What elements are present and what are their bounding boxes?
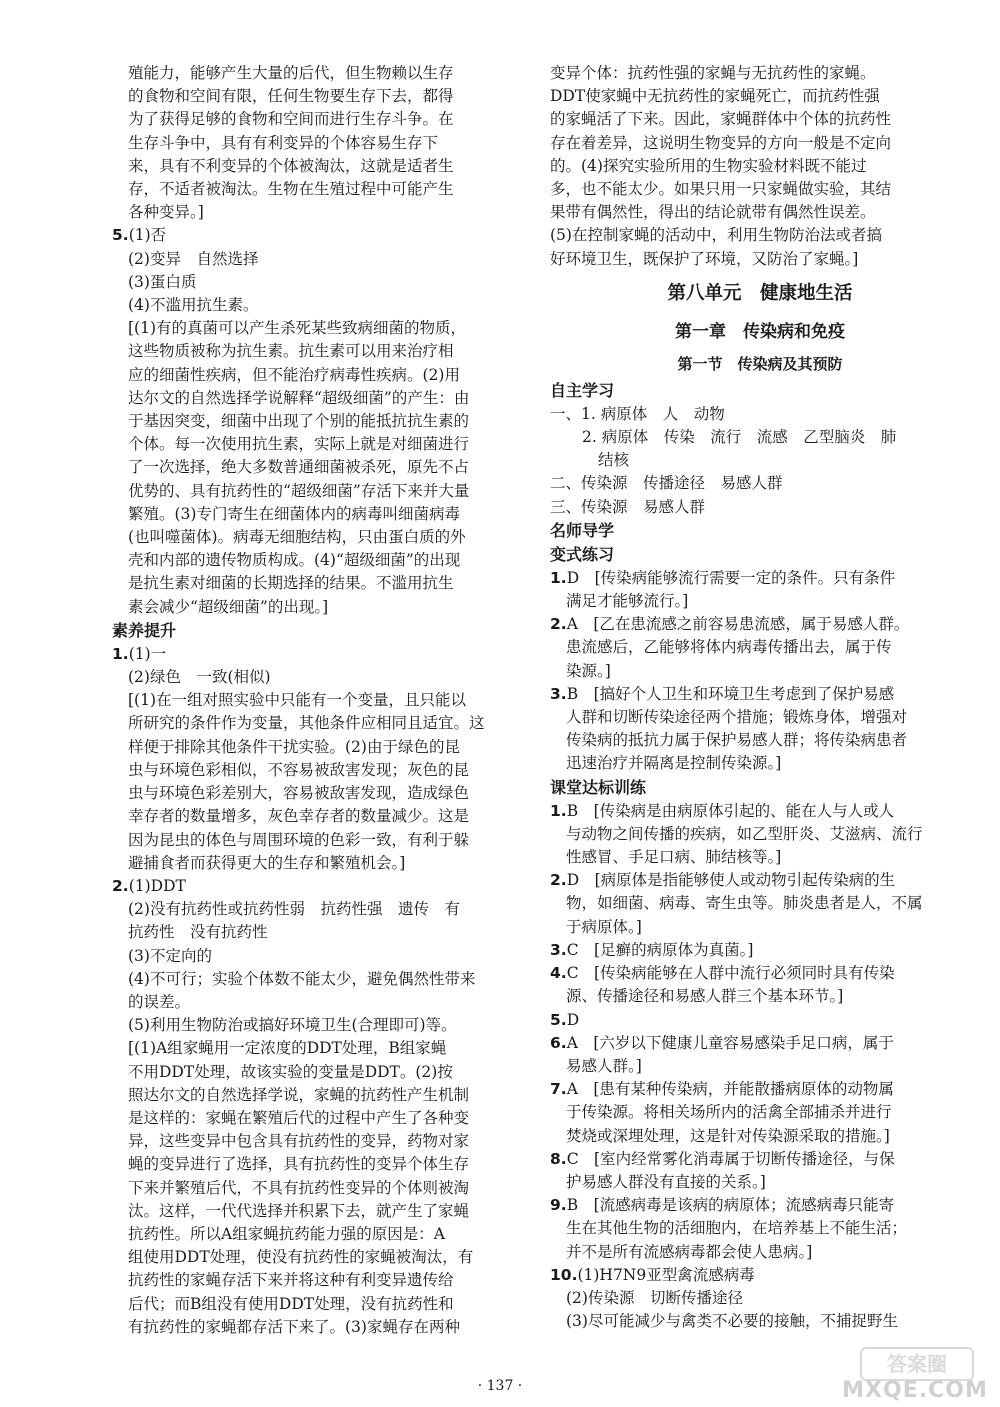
explanation — [112, 1037, 524, 1339]
answer-line — [550, 613, 970, 636]
answer-line: (3)不定向的 — [128, 946, 212, 965]
answer-line — [550, 869, 970, 892]
question-number: 3. — [550, 940, 567, 959]
text-line: 存，不适者被淘汰。生物在生殖过程中可能产生 — [128, 180, 454, 199]
explanation — [112, 317, 524, 619]
answer-line — [550, 567, 970, 590]
text-line: 汰。这样，一代代选择并积累下去，就产生了家蝇 — [128, 1201, 470, 1220]
exercise-item — [550, 800, 970, 870]
exercise-item — [550, 1194, 970, 1264]
answer-line: 结核 — [598, 451, 630, 470]
answer-line: (2)传染源 切断传播途径 — [566, 1288, 743, 1307]
text-line: 的食物和空间有限，任何生物要生存下去，都得 — [128, 87, 454, 106]
answer-line — [550, 1009, 970, 1032]
classroom-exercises — [550, 800, 970, 1264]
answer-text: B [流感病毒是该病的病原体；流感病毒只能寄 — [566, 1196, 895, 1215]
question-2 — [112, 875, 524, 1339]
answer-line: (5)利用生物防治或搞好环境卫生(合理即可)等。 — [128, 1016, 457, 1035]
text-line: [(1)有的真菌可以产生杀死某些致病细菌的物质， — [128, 319, 467, 338]
variant-exercises — [550, 567, 970, 776]
text-line: 殖能力，能够产生大量的后代，但生物赖以生存 — [128, 64, 454, 82]
text-line: 蝇的变异进行了选择，具有抗药性的变异个体生存 — [128, 1155, 470, 1174]
text-line: 样便于排除其他条件干扰实验。(2)由于绿色的昆 — [128, 737, 460, 756]
answer-line: (1)DDT — [128, 876, 186, 895]
question-number: 1. — [550, 801, 567, 820]
answer-line: 二、传染源 传播途径 易感人群 — [550, 474, 783, 493]
exercise-item — [550, 683, 970, 776]
question-number: 5. — [550, 1010, 567, 1029]
question-number: 2. — [550, 871, 567, 890]
answer-line — [550, 800, 970, 823]
answer-line — [550, 1032, 970, 1055]
text-line: 所研究的条件作为变量，其他条件应相同且适宜。这 — [128, 714, 485, 733]
answer-text: D [病原体是指能够使人或动物引起传染病的生 — [566, 871, 896, 890]
answer-line: 患流感后，乙能够将体内病毒传播出去，属于传 — [566, 638, 892, 657]
text-line: 照达尔文的自然选择学说，家蝇的抗药性产生机制 — [128, 1085, 470, 1104]
answer-text: B [搞好个人卫生和环境卫生考虑到了保护易感 — [566, 684, 895, 703]
exercise-item — [550, 962, 970, 1008]
question-number: 4. — [550, 964, 567, 983]
answer-line: (2)绿色 一致(相似) — [128, 668, 271, 687]
answer-line — [550, 1078, 970, 1101]
right-column — [550, 62, 970, 1333]
answer-line: 的误差。 — [128, 992, 191, 1011]
chapter-title: 第一章 传染病和免疫 — [675, 321, 845, 342]
answer-line: 易感人群。] — [566, 1056, 642, 1075]
answer-line — [550, 939, 970, 962]
text-line: 的家蝇活了下来。因此，家蝇群体中个体的抗药性 — [550, 110, 892, 129]
text-line: 好环境卫生，既保护了环境，又防治了家蝇。] — [550, 249, 859, 268]
text-line: 个体。每一次使用抗生素，实际上就是对细菌进行 — [128, 435, 470, 454]
text-line: 抗药性的家蝇存活下来并将这种有利变异遗传给 — [128, 1271, 454, 1290]
text-line: 虫与环境色彩差别大，容易被敌害发现，造成绿色 — [128, 784, 470, 803]
exercise-item — [550, 869, 970, 939]
unit-title: 第八单元 健康地生活 — [667, 282, 853, 304]
text-line: 存在着差异，这说明生物变异的方向一般是不定向 — [550, 133, 892, 152]
answer-line: 满足才能够流行。] — [566, 592, 689, 611]
watermark-site: MXQE.COM — [842, 1378, 988, 1403]
exercise-item — [550, 567, 970, 613]
answer-line — [550, 1194, 970, 1217]
text-line: 为了获得足够的食物和空间而进行生存斗争。在 — [128, 110, 454, 129]
left-column — [112, 62, 524, 1339]
text-line: (也叫噬菌体)。病毒无细胞结构，只由蛋白质的外 — [128, 528, 466, 547]
question-number: 1. — [112, 644, 129, 663]
answer-line: (1)H7N9亚型禽流感病毒 — [577, 1265, 755, 1284]
answer-line: (3)尽可能减少与禽类不必要的接触，不捕捉野生 — [566, 1312, 898, 1331]
text-line: 壳和内部的遗传物质构成。(4)“超级细菌”的出现 — [128, 551, 461, 570]
question-number: 1. — [550, 568, 567, 587]
answer-line: 于传染源。将相关场所内的活禽全部捕杀并进行 — [566, 1103, 892, 1122]
text-line: DDT使家蝇中无抗药性的家蝇死亡，而抗药性强 — [550, 87, 880, 106]
section-heading: 课堂达标训练 — [550, 777, 647, 797]
text-line: 抗药性。所以A组家蝇抗药能力强的原因是：A — [128, 1224, 445, 1243]
answer-line — [550, 683, 970, 706]
text-line: 了一次选择，绝大多数普通细菌被杀死，原先不占 — [128, 458, 470, 477]
answer-line: 迅速治疗并隔离是控制传染源。] — [566, 754, 782, 773]
answer-line: 源、传播途径和易感人群三个基本环节。] — [566, 987, 844, 1006]
exercise-item — [550, 1009, 970, 1032]
right-top-paragraph — [550, 62, 970, 271]
text-line: 下来并繁殖后代，不具有抗药性变异的个体则被淘 — [128, 1178, 470, 1197]
exercise-item — [550, 1032, 970, 1078]
subsection-heading: 变式练习 — [550, 544, 615, 564]
exercise-item — [550, 613, 970, 683]
text-line: 避捕食者而获得更大的生存和繁殖机会。] — [128, 853, 406, 872]
text-line: [(1)A组家蝇用一定浓度的DDT处理，B组家蝇 — [128, 1039, 447, 1058]
text-line: 来，具有不利变异的个体被淘汰，这就是适者生 — [128, 156, 454, 175]
text-line: 幸存者的数量增多，灰色幸存者的数量减少。这是 — [128, 807, 470, 826]
text-line: 的。(4)探究实验所用的生物实验材料既不能过 — [550, 156, 867, 175]
text-line: [(1)在一组对照实验中只能有一个变量，且只能以 — [128, 691, 467, 710]
text-line: (5)在控制家蝇的活动中，利用生物防治法或者搞 — [550, 226, 882, 245]
answer-line: (1)一 — [128, 644, 167, 663]
text-line: 各种变异。] — [128, 203, 204, 222]
question-number: 10. — [550, 1265, 578, 1284]
answer-line: 一、1. 病原体 人 动物 — [550, 404, 725, 423]
answer-text: B [传染病是由病原体引起的、能在人与人或人 — [566, 801, 895, 820]
text-line: 不用DDT处理，故该实验的变量是DDT。(2)按 — [128, 1062, 453, 1081]
text-line: 果带有偶然性，得出的结论就带有偶然性误差。 — [550, 203, 876, 222]
answer-text: A [患有某种传染病，并能散播病原体的动物属 — [566, 1080, 894, 1099]
exercise-item — [550, 1078, 970, 1148]
question-number: 9. — [550, 1196, 567, 1215]
question-number: 6. — [550, 1033, 567, 1052]
exercise-item — [550, 1148, 970, 1194]
text-line: 于基因突变，细菌中出现了个别的能抵抗抗生素的 — [128, 412, 470, 431]
text-line: 这些物质被称为抗生素。抗生素可以用来治疗相 — [128, 342, 454, 361]
answer-line: 并不是所有流感病毒都会使人患病。] — [566, 1242, 813, 1261]
text-line: 优势的、具有抗药性的“超级细菌”存活下来并大量 — [128, 481, 470, 500]
answer-line — [550, 962, 970, 985]
answer-line: 与动物之间传播的疾病，如乙型肝炎、艾滋病、流行 — [566, 824, 923, 843]
text-line: 是抗生素对细菌的长期选择的结果。不滥用抗生 — [128, 574, 454, 593]
answer-line — [550, 1148, 970, 1171]
exercise-item — [550, 939, 970, 962]
answer-line: (1)否 — [128, 226, 167, 245]
answer-line: (4)不滥用抗生素。 — [128, 296, 259, 315]
watermark-logo: 答案圈 — [860, 1347, 974, 1381]
answer-line: (2)变异 自然选择 — [128, 249, 259, 268]
answer-line: (4)不可行；实验个体数不能太少，避免偶然性带来 — [128, 969, 476, 988]
answer-text: C [室内经常雾化消毒属于切断传播途径，与保 — [566, 1149, 895, 1168]
question-5 — [112, 224, 524, 618]
text-line: 达尔文的自然选择学说解释“超级细菌”的产生：由 — [128, 388, 470, 407]
question-10 — [550, 1264, 970, 1334]
page-number: · 137 · — [477, 1378, 523, 1394]
answer-text: C [足癣的病原体为真菌。] — [566, 940, 754, 959]
section-title: 第一节 传染病及其预防 — [677, 354, 843, 373]
section-heading: 素养提升 — [112, 620, 177, 640]
text-line: 是这样的：家蝇在繁殖后代的过程中产生了各种变 — [128, 1108, 470, 1127]
question-number: 3. — [550, 684, 567, 703]
answer-line: 染源。] — [566, 661, 611, 680]
text-line: 多，也不能太少。如果只用一只家蝇做实验，其结 — [550, 180, 892, 199]
text-line: 繁殖。(3)专门寄生在细菌体内的病毒叫细菌病毒 — [128, 504, 460, 523]
left-top-paragraph — [112, 62, 524, 224]
section-heading: 自主学习 — [550, 380, 615, 400]
text-line: 虫与环境色彩相似，不容易被敌害发现；灰色的昆 — [128, 760, 470, 779]
answer-text: C [传染病能够在人群中流行必须同时具有传染 — [566, 964, 895, 983]
answer-line: (3)蛋白质 — [128, 272, 197, 291]
answer-text: A [六岁以下健康儿童容易感染手足口病，属于 — [566, 1033, 894, 1052]
self-study-answers — [550, 403, 970, 519]
text-line: 素会减少“超级细菌”的出现。] — [128, 597, 329, 616]
question-number: 5. — [112, 226, 129, 245]
explanation — [112, 689, 524, 875]
question-1 — [112, 643, 524, 875]
answer-line: 焚烧或深埋处理，这是针对传染源采取的措施。] — [566, 1126, 890, 1145]
answer-line: 护易感人群没有直接的关系。] — [566, 1172, 766, 1191]
text-line: 变异个体：抗药性强的家蝇与无抗药性的家蝇。 — [550, 64, 876, 82]
answer-text: A [乙在患流感之前容易患流感，属于易感人群。 — [566, 615, 910, 634]
answer-line: 2. 病原体 传染 流行 流感 乙型脑炎 肺 — [582, 428, 897, 447]
answer-line: 三、传染源 易感人群 — [550, 497, 706, 516]
answer-line: 生在其他生物的活细胞内，在培养基上不能生活； — [566, 1219, 908, 1238]
text-line: 异，这些变异中包含具有抗药性的变异，药物对家 — [128, 1132, 470, 1151]
text-line: 有抗药性的家蝇都存活下来了。(3)家蝇存在两种 — [128, 1317, 460, 1336]
text-line: 组使用DDT处理，使没有抗药性的家蝇被淘汰，有 — [128, 1248, 474, 1267]
watermark — [840, 1347, 990, 1403]
question-number: 2. — [112, 876, 129, 895]
question-number: 7. — [550, 1080, 567, 1099]
section-heading: 名师导学 — [550, 520, 615, 540]
text-line: 生存斗争中，具有有利变异的个体容易生存下 — [128, 133, 439, 152]
question-number: 8. — [550, 1149, 567, 1168]
answer-line: (2)没有抗药性或抗药性弱 抗药性强 遗传 有 — [128, 900, 460, 919]
answer-text: D [传染病能够流行需要一定的条件。只有条件 — [566, 568, 896, 587]
text-line: 应的细菌性疾病，但不能治疗病毒性疾病。(2)用 — [128, 365, 460, 384]
text-line: 后代；而B组没有使用DDT处理，没有抗药性和 — [128, 1294, 454, 1313]
answer-line: 于病原体。] — [566, 917, 642, 936]
answer-text: D — [566, 1010, 580, 1029]
answer-line: 人群和切断传染途径两个措施；锻炼身体，增强对 — [566, 708, 908, 727]
text-line: 因为昆虫的体色与周围环境的色彩一致，有利于躲 — [128, 830, 470, 849]
answer-line: 性感冒、手足口病、肺结核等。] — [566, 848, 782, 867]
answer-line: 抗药性 没有抗药性 — [128, 923, 268, 942]
answer-line: 传染病的抵抗力属于保护易感人群；将传染病患者 — [566, 731, 908, 750]
question-number: 2. — [550, 615, 567, 634]
answer-line: 物，如细菌、病毒、寄生虫等。肺炎患者是人，不属 — [566, 894, 923, 913]
